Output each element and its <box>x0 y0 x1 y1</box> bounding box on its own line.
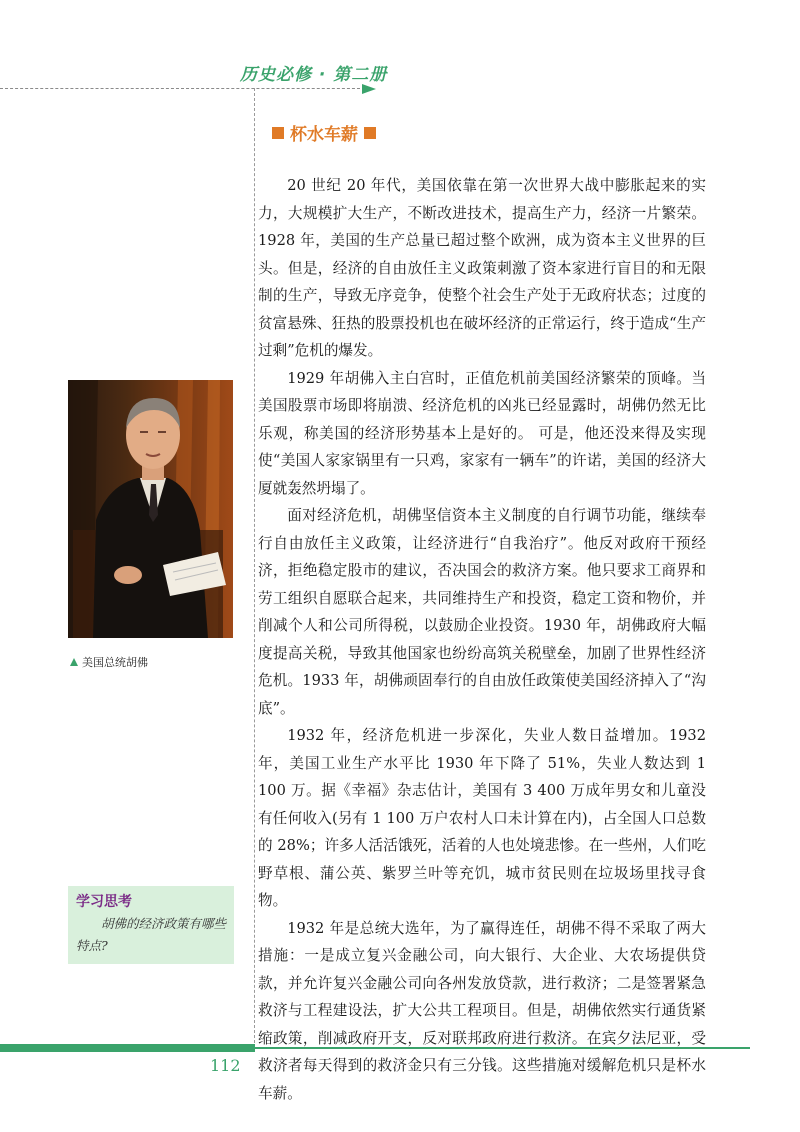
square-bullet-icon <box>272 127 284 139</box>
column-divider <box>254 88 255 1048</box>
arrow-icon <box>362 84 376 94</box>
hoover-portrait <box>68 380 233 638</box>
section-title: 杯水车薪 <box>290 125 358 145</box>
main-text <box>258 172 706 1107</box>
square-bullet-icon <box>364 127 376 139</box>
paragraph: 1929 年胡佛入主白宫时，正值危机前美国经济繁荣的顶峰。当美国股票市场即将崩溃、经济危机的凶兆已经显露时，胡佛仍然无比乐观，称美国的经济形势基本上是好的。 可是，他还没来得及实现使“美国人家家锅里有一只鸡，家家有一辆车”的许诺，美国的经济大厦就轰然坍塌了。 <box>258 369 706 497</box>
paragraph: 1932 年，经济危机进一步深化，失业人数日益增加。1932 年，美国工业生产水平比 1930 年下降了 51%，失业人数达到 1 100 万。据《幸福》杂志估计，美国有 3 400 万成年男女和儿童没有任何收入(另有 1 100 万户农村人口未计算在内)，占全国人口总数的 28%；许多人活活饿死，活着的人也处境悲惨。在一些州，人们吃野草根、蒲公英、紫罗兰叶等充饥，城市贫民则在垃圾场里找寻食物。 <box>258 727 706 909</box>
study-question-text: 胡佛的经济政策有哪些特点? <box>76 916 227 953</box>
paragraph: 20 世纪 20 年代，美国依靠在第一次世界大战中膨胀起来的实力，大规模扩大生产，不断改进技术，提高生产力，经济一片繁荣。1928 年，美国的生产总量已超过整个欧洲，成为资本主义世界的巨头。但是，经济的自由放任主义政策刺激了资本家进行盲目的和无限制的生产，导致无序竞争，使整个社会生产处于无政府状态；过度的贫富悬殊、狂热的股票投机也在破坏经济的正常运行，终于造成“生产过剩”危机的爆发。 <box>258 177 706 359</box>
study-question-box <box>68 886 234 964</box>
book-title: 历史必修 · 第二册 <box>240 65 388 85</box>
triangle-icon <box>70 658 78 666</box>
figure-caption <box>70 654 148 670</box>
paragraph: 面对经济危机，胡佛坚信资本主义制度的自行调节功能，继续奉行自由放任主义政策，让经济进行“自我治疗”。他反对政府干预经济，拒绝稳定股市的建议，否决国会的救济方案。他只要求工商界和劳工组织自愿联合起来，共同维持生产和投资，稳定工资和物价，并削减个人和公司所得税，以鼓励企业投资。1930 年，胡佛政府大幅度提高关税，导致其他国家也纷纷高筑关税壁垒，加剧了世界性经济危机。1933 年，胡佛顽固奉行的自由放任政策使美国经济掉入了“沟底”。 <box>258 507 706 717</box>
portrait-illustration <box>68 380 233 638</box>
page-number: 112 <box>210 1056 241 1075</box>
caption-text: 美国总统胡佛 <box>82 656 148 669</box>
section-heading <box>272 120 376 145</box>
footer-line <box>255 1047 750 1049</box>
study-question-title: 学习思考 <box>76 894 132 910</box>
paragraph: 1932 年是总统大选年，为了赢得连任，胡佛不得不采取了两大措施：一是成立复兴金融公司，向大银行、大企业、大农场提供贷款，并允许复兴金融公司向各州发放贷款，进行救济；二是签署紧急救济与工程建设法，扩大公共工程项目。但是，胡佛依然实行通货紧缩政策，削减政府开支，反对联邦政府进行救济。在宾夕法尼亚，受救济者每天得到的救济金只有三分钱。这些措施对缓解危机只是杯水车薪。 <box>258 919 706 1102</box>
header-divider <box>0 88 365 89</box>
footer-bar <box>0 1044 255 1052</box>
